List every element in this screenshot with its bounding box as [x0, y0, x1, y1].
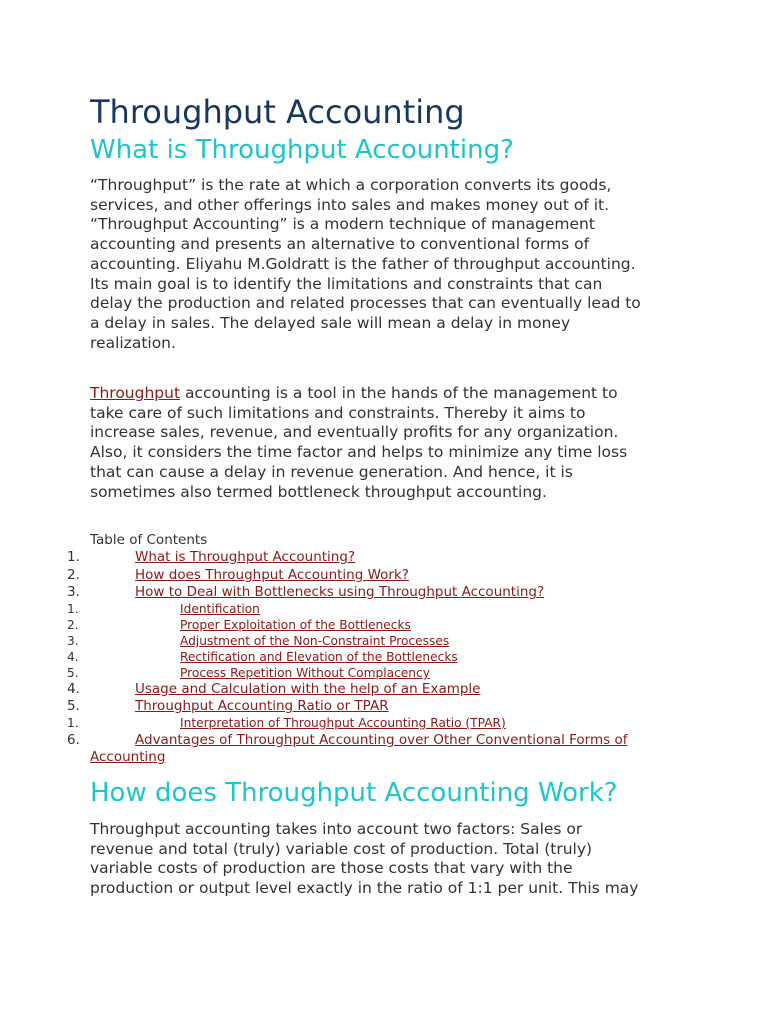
toc-link-continuation[interactable]: Accounting	[90, 749, 166, 765]
section-heading-what-is: What is Throughput Accounting?	[90, 135, 514, 165]
toc-link[interactable]: Adjustment of the Non-Constraint Processes	[180, 634, 450, 648]
intro-paragraph	[90, 176, 680, 353]
toc-item-number: 3.	[67, 634, 79, 648]
paragraph-line: a delay in sales. The delayed sale will mean a delay in money	[90, 313, 571, 332]
paragraph-line: sometimes also termed bottleneck throughput accounting.	[90, 482, 547, 501]
toc-item-number: 6.	[67, 732, 80, 748]
toc-item-number: 3.	[67, 584, 80, 600]
toc-link[interactable]: What is Throughput Accounting?	[135, 549, 356, 565]
toc-item-number: 5.	[67, 666, 79, 680]
toc-link[interactable]: Identification	[180, 602, 260, 616]
toc-link[interactable]: How does Throughput Accounting Work?	[135, 567, 409, 583]
paragraph-line: that can cause a delay in revenue generation. And hence, it is	[90, 462, 573, 481]
toc-item-number: 1.	[67, 549, 80, 565]
page-title: Throughput Accounting	[90, 93, 465, 131]
toc-item-number: 1.	[67, 602, 79, 616]
paragraph-line: Throughput accounting takes into account two factors: Sales or	[90, 820, 583, 838]
tool-paragraph	[90, 384, 680, 502]
paragraph-line: Its main goal is to identify the limitations and constraints that can	[90, 274, 603, 293]
toc-link[interactable]: Rectification and Elevation of the Bottlenecks	[180, 650, 458, 664]
toc-item-number: 2.	[67, 567, 80, 583]
toc-link[interactable]: Process Repetition Without Complacency	[180, 666, 430, 680]
paragraph-line: “Throughput Accounting” is a modern technique of management	[90, 215, 595, 234]
section-heading-how-does: How does Throughput Accounting Work?	[90, 778, 618, 808]
paragraph-line: realization.	[90, 333, 176, 352]
how-paragraph	[90, 820, 680, 899]
paragraph-line: production or output level exactly in the ratio of 1:1 per unit. This may	[90, 879, 639, 898]
throughput-link[interactable]: Throughput	[90, 384, 181, 402]
paragraph-line: “Throughput” is the rate at which a corporation converts its goods,	[90, 176, 612, 194]
paragraph-line: services, and other offerings into sales and makes money out of it.	[90, 195, 610, 214]
paragraph-line: revenue and total (truly) variable cost of production. Total (truly)	[90, 839, 593, 858]
paragraph-line: delay the production and related processes that can eventually lead to	[90, 294, 641, 313]
paragraph-line: accounting. Eliyahu M.Goldratt is the father of throughput accounting.	[90, 254, 636, 273]
paragraph-line: accounting and presents an alternative to conventional forms of	[90, 235, 590, 254]
toc-link[interactable]: Usage and Calculation with the help of an Example	[135, 681, 481, 697]
toc-title: Table of Contents	[90, 532, 208, 548]
toc-item-number: 2.	[67, 618, 79, 632]
toc-item-number: 1.	[67, 716, 79, 730]
toc-link[interactable]: Proper Exploitation of the Bottlenecks	[180, 618, 411, 632]
paragraph-line: Also, it considers the time factor and helps to minimize any time loss	[90, 443, 628, 462]
paragraph-line	[90, 384, 680, 404]
toc-item-number: 4.	[67, 650, 79, 664]
paragraph-line: variable costs of production are those costs that vary with the	[90, 859, 573, 878]
toc-link[interactable]: Interpretation of Throughput Accounting Ratio (TPAR)	[180, 716, 506, 730]
toc-link[interactable]: Throughput Accounting Ratio or TPAR	[135, 698, 389, 714]
toc-item-number: 4.	[67, 681, 80, 697]
toc-item-number: 5.	[67, 698, 80, 714]
toc-link[interactable]: Advantages of Throughput Accounting over Other Conventional Forms of	[135, 732, 628, 748]
paragraph-line: take care of such limitations and constraints. Thereby it aims to	[90, 403, 586, 422]
paragraph-line: increase sales, revenue, and eventually profits for any organization.	[90, 423, 619, 442]
paragraph-line-text: accounting is a tool in the hands of the management to	[180, 384, 618, 402]
toc-link[interactable]: How to Deal with Bottlenecks using Throughput Accounting?	[135, 584, 545, 600]
